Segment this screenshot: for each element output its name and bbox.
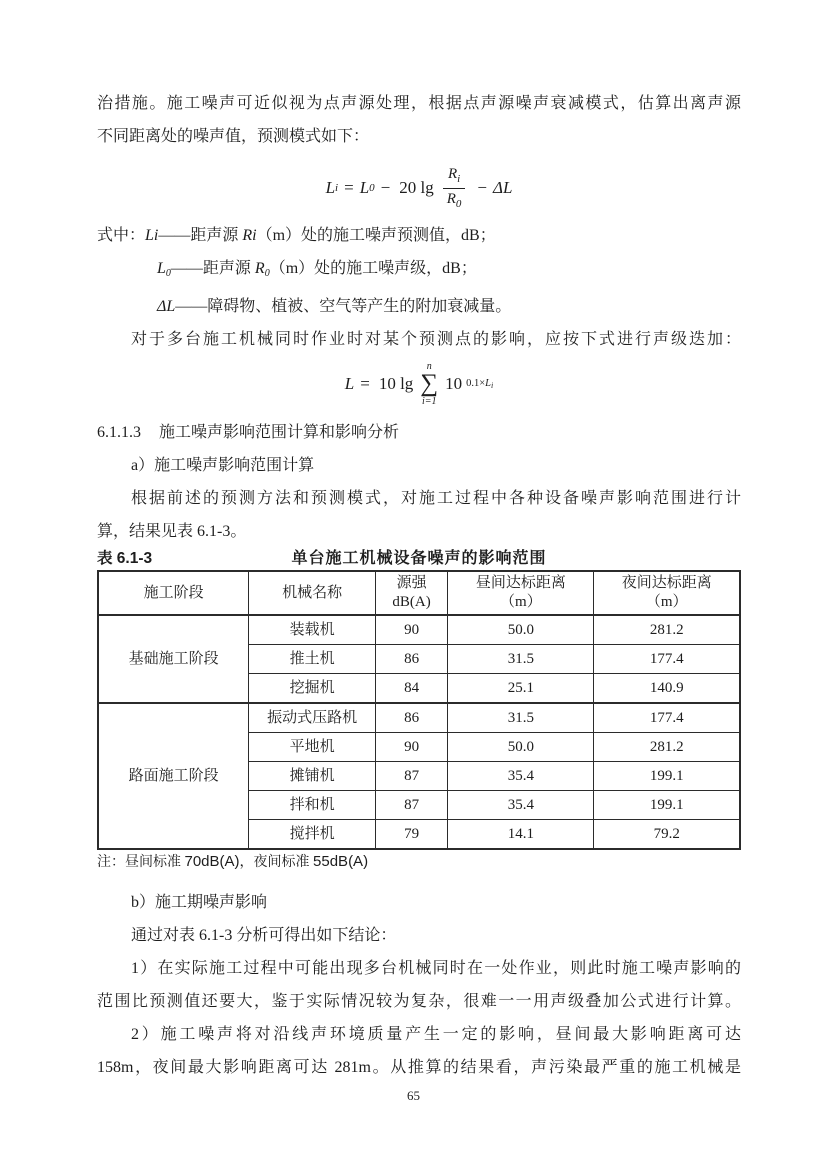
cell-source: 87 [375,762,448,791]
cell-machine: 振动式压路机 [249,703,375,733]
cell-source: 86 [375,645,448,674]
cell-machine: 装载机 [249,615,375,645]
cell-night: 199.1 [594,762,740,791]
fraction-numerator: $R_i$ [443,165,465,189]
formula-term: L [325,178,336,197]
cell-machine: 拌和机 [249,791,375,820]
summation-symbol [420,361,438,408]
power-exponent: 0.1×Li [466,378,494,390]
cell-night: 281.2 [594,615,740,645]
cell-source: 86 [375,703,448,733]
section-number: 6.1.1.3 [97,424,141,441]
cell-night: 177.4 [594,645,740,674]
item-b-heading: b）施工期噪声影响 [131,894,268,911]
minus-sign: − [380,178,391,197]
summation-lower-limit: i=1 [421,395,437,407]
table-title: 单台施工机械设备噪声的影响范围 [291,550,547,567]
conclusion-2-line-2: 158m，夜间最大影响距离可达 281m。从推算的结果看，声污染最严重的施工机械是 [97,1059,741,1076]
cell-machine: 搅拌机 [249,820,375,850]
formula-term: L [344,374,355,393]
formula-subscript: 0 [369,182,375,194]
cell-night: 199.1 [594,791,740,820]
paragraph-intro-line-1: 治措施。施工噪声可近似视为点声源处理，根据点声源噪声衰减模式，估算出离声源 [97,95,741,112]
header-phase: 施工阶段 [98,571,249,615]
table-row [98,703,740,733]
table-row [98,615,740,645]
equals-sign: = [360,374,370,393]
cell-machine: 平地机 [249,733,375,762]
cell-night: 79.2 [594,820,740,850]
header-night-distance: 夜间达标距离 （m） [594,571,740,615]
table-label: 表 6.1-3 [97,550,153,567]
paragraph-calc-line-1: 根据前述的预测方法和预测模式，对施工过程中各种设备噪声影响范围进行计 [131,490,741,507]
cell-day: 50.0 [448,615,594,645]
page-number: 65 [407,1088,420,1103]
table-header-row [98,571,740,615]
header-source: 源强 dB(A) [375,571,448,615]
definition-line-li: 式中：Li——距声源 Ri（m）处的施工噪声预测值，dB； [97,227,496,244]
item-a-heading: a）施工噪声影响范围计算 [131,457,315,474]
cell-day: 50.0 [448,733,594,762]
equals-sign: = [344,178,354,197]
cell-phase-foundation: 基础施工阶段 [98,615,249,703]
cell-phase-pavement: 路面施工阶段 [98,703,249,849]
conclusion-1-line-1: 1）在实际施工过程中可能出现多台机械同时在一处作业，则此时施工噪声影响的 [131,960,741,977]
formula-level-superposition [97,356,741,412]
power-base: 10 [445,374,463,393]
cell-day: 35.4 [448,791,594,820]
cell-machine: 推土机 [249,645,375,674]
conclusion-2-line-1: 2）施工噪声将对沿线声环境质量产生一定的影响，昼间最大影响距离可达 [131,1026,741,1043]
cell-source: 87 [375,791,448,820]
formula-noise-attenuation [97,157,741,219]
delta-term: ΔL [493,178,513,197]
fraction [442,165,467,212]
noise-impact-table [97,570,741,850]
log-coefficient: 10 lg [378,374,414,393]
cell-day: 14.1 [448,820,594,850]
paragraph-intro-line-2: 不同距离处的噪声值，预测模式如下： [97,128,370,145]
cell-night: 281.2 [594,733,740,762]
paragraph-superposition: 对于多台施工机械同时作业时对某个预测点的影响，应按下式进行声级迭加： [131,331,741,348]
fraction-denominator: $R_0$ [446,190,462,210]
minus-sign: − [477,178,487,197]
paragraph-conclusion-intro: 通过对表 6.1-3 分析可得出如下结论： [131,927,397,944]
cell-day: 31.5 [448,645,594,674]
header-machine: 机械名称 [249,571,375,615]
cell-day: 31.5 [448,703,594,733]
paragraph-calc-line-2: 算，结果见表 6.1-3。 [97,523,247,540]
table-caption [97,548,741,570]
cell-source: 90 [375,615,448,645]
summation-upper-limit: n [426,360,432,372]
formula-term: L [359,178,370,197]
cell-day: 25.1 [448,674,594,704]
cell-source: 79 [375,820,448,850]
cell-machine: 挖掘机 [249,674,375,704]
cell-night: 177.4 [594,703,740,733]
definition-line-delta: ΔL——障碍物、植被、空气等产生的附加衰减量。 [157,298,512,315]
section-heading [97,416,741,449]
section-title: 施工噪声影响范围计算和影响分析 [159,424,400,441]
conclusion-1-line-2: 范围比预测值还要大，鉴于实际情况较为复杂，很难一一用声级叠加公式进行计算。 [97,993,741,1010]
log-coefficient: 20 lg [399,178,434,197]
cell-night: 140.9 [594,674,740,704]
definition-line-l0: $L_0——$距声源 $R_0(m)$处的施工噪声级，dB； [157,260,477,279]
cell-machine: 摊铺机 [249,762,375,791]
header-day-distance: 昼间达标距离 （m） [448,571,594,615]
sigma-icon: ∑ [420,370,439,398]
formula-subscript: i [335,182,339,194]
cell-source: 84 [375,674,448,704]
cell-day: 35.4 [448,762,594,791]
cell-source: 90 [375,733,448,762]
table-note: 注：昼间标准 70dB(A)，夜间标准 55dB(A) [97,853,369,870]
